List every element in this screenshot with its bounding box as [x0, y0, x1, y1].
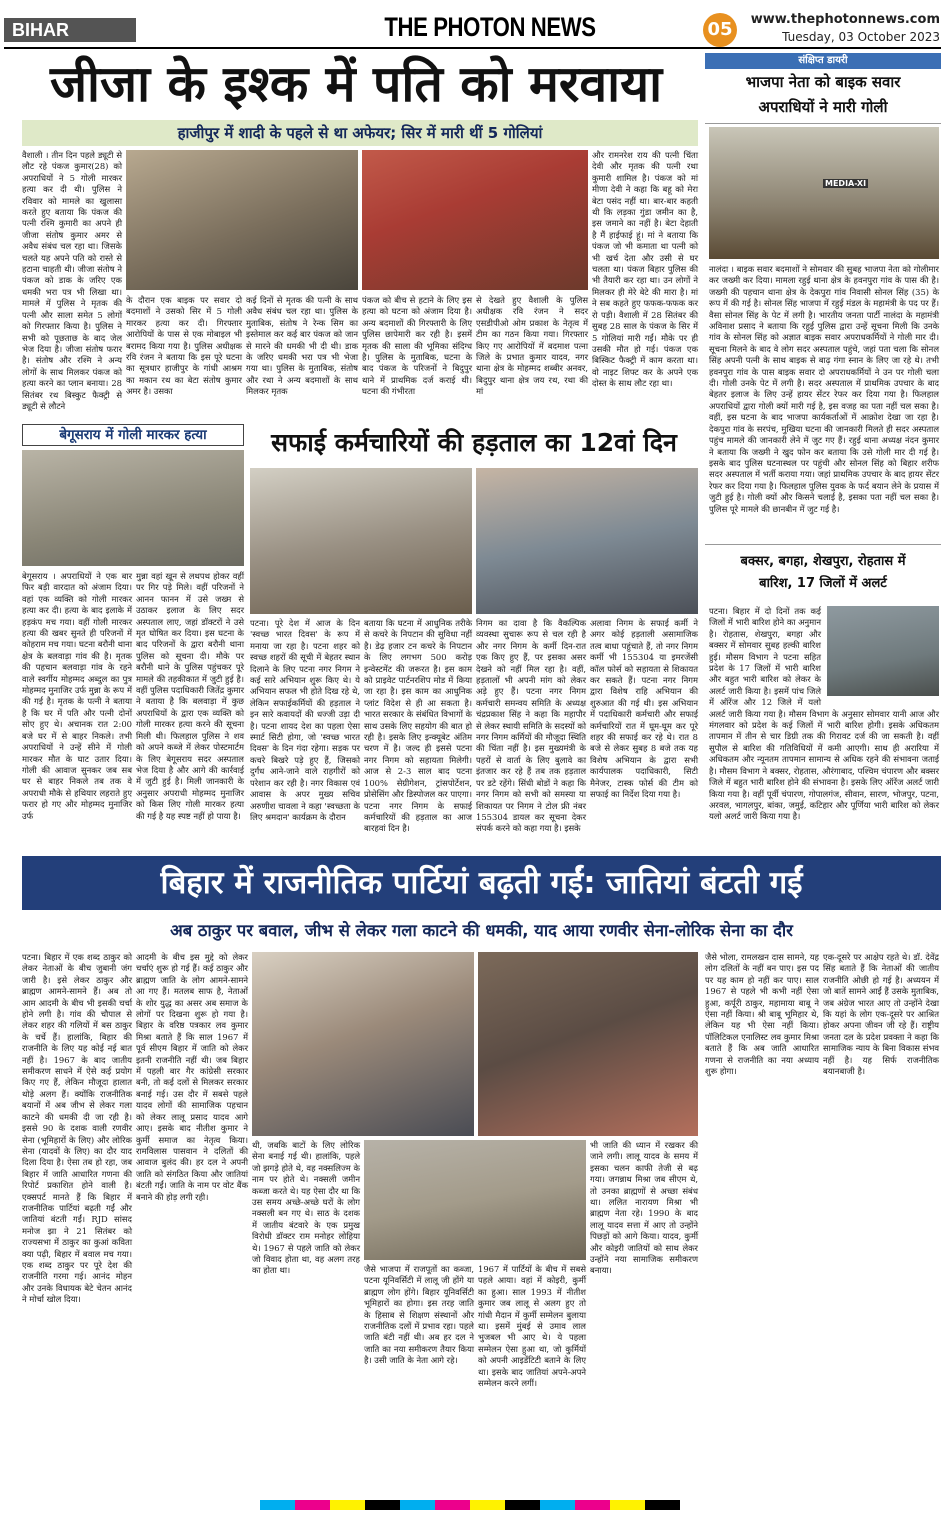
strike-col-4: अलावा निगम के सफाई कर्मी ने अगर कोई हड़ताली असामाजिक तत्व बाधा पहुंचाते हैं, तो नगर निगम कर्मी भी 155304 या इमरजेंसी कॉल फोर्स को सहायता से शिकायत कर सकते हैं। पटना नगर निगम द्वारा विशेष राहि अभियान की शुरुआत की गई थी। इस अभियान में पदाधिकारी कर्मचारी और सफाई कर्मचारियों रात में घूम-घूम कर पूरे शहर की सफाई कर रहे थे। रात 8 बजे से लेकर सुबह 8 बजे तक यह विशेष अभियान के द्वारा सभी कार्यपालक पदाधिकारी, सिटी मैनेजर, टास्क फोर्स की टीम को सफाई का निर्देश दिया गया है। — [590, 618, 698, 800]
strike-col-1: पटना। पूरे देश में आज के दिन 'स्वच्छ भारत दिवस' के रूप में मनाया जा रहा है। पटना शहर को स्वच्छ शहरों की सूची में बेहतर स्थान दिलाने के लिए पटना नगर निगम ने कई सारे अभियान शुरू किए थे। ये अभियान सफल भी होते दिख रहे थे, लेकिन सफाईकर्मियों की हड़ताल ने इन सारे कवायदों की धज्जी उड़ा दी है। पटना शायद देश का पहला ऐसा स्मार्ट सिटी होगा, जो 'स्वच्छ भारत दिवस' के दिन गंदा रहेगा। सड़क पर कचरे बिखरे पड़े हुए हैं, जिसको दुर्गंध आने-जाने वाले राहगीरों को परेशान कर रही है। नगर विकास एवं आवास के अपर मुख्य सचिव अरुणीश चावला ने कहा 'स्वच्छता के लिए श्रमदान' कार्यक्रम के दौरान — [250, 618, 360, 822]
lead-col-2: के दौरान एक बाइक पर सवार दो बदमाशों ने उसको सिर में 5 गोली मारकर हत्या कर दी। गिरफ्तार आरोपियों के पास से एक मोबाइल भी बरामद किया गया है। पुलिस अधीक्षक रवि रंजन ने बताया कि इस पूरे घटना का सूत्रधार हाजीपुर के गांधी आश्रम का मकान रथ का बेटा संतोष कुमार अमर है। उसका — [126, 295, 242, 397]
politics-photo-leader — [252, 952, 474, 1136]
lead-headline: जीजा के इश्क में पति को मरवाया — [49, 55, 663, 113]
strike-photo-workers — [476, 468, 698, 614]
sidebar-label-bar — [705, 53, 941, 69]
begusarai-headline-box — [22, 424, 244, 446]
masthead-rule — [4, 47, 941, 49]
politics-col-3: थी, जबकि बाटों के लिए लोरिक सेना बनाई गई थी। हालांकि, पहले जो झगड़े होते थे, वह नक्सलिज्म के नाम पर होते थे। नक्सली जमीन कब्जा करते थे। यह ऐसा दौर था कि उस समय अच्छे-अच्छे घरों के लोग नक्सली बन गए थे। साठ के दशक में जातीय बंटवारे के एक प्रमुख विरोधी डॉक्टर राम मनोहर लोहिया थे। 1967 से पहले जाति को लेकर जो विवाद होता था, वह अलग तरह का होता था। — [252, 1140, 360, 1276]
politics-photo-parliament — [478, 952, 698, 1136]
begusarai-col-2: मुन्ना वहां खून से लथपथ होकर वहीं पर गिर पड़े मिले। वहीं परिजनों ने आनन फानन में उसे जख्म से उठाकर इलाज के लिए सदर अस्पताल लाए, जहां डॉक्टरों ने उसे मृत घोषित कर दिया। इस घटना के बाद परिजनों के द्वारा बरौनी थाना पुलिस को सूचना दी। मौके पर बरौनी थाने के पुलिस पहुंचकर पूरे मामले की तहकीकात में जुटी हुई है। वहीं पुलिस पदाधिकारी जितेंद्र कुमार ने बताया है कि बलवाड़ा में कुछ अपराधियों के द्वारा एक व्यक्ति को गोली मारकर हत्या करने की सूचना मिली थी। फिलहाल पुलिस ने शव को अपने कब्जे में लेकर पोस्टमार्टम के लिए बेगूसराय सदर अस्पताल भेज दिया है और आगे की कार्रवाई में जुटी हुई है। मिली जानकारी के अनुसार अपराधी मोहम्मद मुनाजिर को किस लिए गोली मारकर हत्या की गई है यह स्पष्ट नहीं हो पाया है। — [136, 571, 244, 821]
politics-banner: बिहार में राजनीतिक पार्टियां बढ़ती गईं: जातियां बंटती गईं — [22, 856, 941, 910]
politics-col-2: आदमी के बीच इस मुद्दे को लेकर चर्चाएं शुरू हो गई हैं। कई ठाकुर और ब्राह्मण जाति के लोग आमने-सामने आ गए हैं। मतलब साफ है, नेताओं के शोर युद्ध का असर अब समाज के लोगों पर दिखना शुरू हो गया है। बिहार के वरिष्ठ पत्रकार लव कुमार मिश्रा बताते हैं कि साल 1967 में पूर्व सीएम बिहार में जाति को लेकर इतनी राजनीति नहीं थी। जब बिहार में पहली बार गैर कांग्रेसी सरकार बनी, तो कई दलों से मिलकर सरकार बनाई गई। उस दौर में सबसे पहले यादव लोगों की सामाजिक पहचान को लेकर लालू प्रसाद यादव आगे आए। इसके बाद नीतीश कुमार ने कुर्मी समाज का नेतृत्व किया। रामविलास पासवान ने दलितों की आवाज बुलंद की। हर दल ने अपनी जाति को संगठित किया और जातियां बंटती गईं। जाति के नाम पर वोट बैंक बनाने की होड़ लगी रही। — [136, 952, 248, 1202]
lead-col-3: कई दिनों से मृतक की पत्नी के साथ अवैध संबंध चल रहा था। पुलिस के मुताबिक, संतोष ने रेन्क सिम का इस्तेमाल कर कई बार पंकज को जान से मारने की धमकी भी दी थी। डाक के जरिए धमकी भरा पत्र भी भेजा गया था। पुलिस के मुताबिक, संतोष और रथा ने अन्य बदमाशों के साथ मिलकर मृतक — [246, 295, 358, 397]
weather-photo-spacer — [821, 606, 939, 698]
sidebar-headline-line2: अपराधियों ने मारी गोली — [758, 98, 888, 116]
weather-headline-line2: बारिश, 17 जिलों में अलर्ट — [759, 576, 887, 591]
strike-col-3: निगम का दावा है कि वैकल्पिक व्यवस्था सुचारू रूप से चल रही है और नगर निगम के कर्मी दिन-रात एक किए हुए हैं, पर इसका असर देखने को नहीं मिल रहा है। वहीं, हड़तालों भी अपनी मांग को लेकर अड़े हुए हैं। पटना नगर निगम कर्मचारी समन्वय समिति के अध्यक्ष चंद्रप्रकाश सिंह ने कहा कि महापौर से लेकर स्थायी समिति के सदस्यों को नगर निगम कर्मियों की मौजूदा स्थिति की चिंता नहीं है। इस मुख्यमंत्री के पहरों से वार्ता के लिए बुलावे का इंतजार कर रहे हैं तब तक हड़ताल पर डटे रहेंगे। सिंधी बोडों ने कहा कि नगर निगम को सभी को समस्या या शिकायत पर निगम ने टोल फ्री नंबर 155304 डायल कर सूचना देकर संपर्क करने को कहा गया है। इसके — [476, 618, 587, 834]
sidebar-body: नालंदा । बाइक सवार बदमाशों ने सोमवार की सुबह भाजपा नेता को गोलीमार कर जख्मी कर दिया। मामला रहुई थाना क्षेत्र के हवनपुरा गांव के पास की है। जख्मी की पहचान थाना क्षेत्र के देकपुरा गांव निवासी सोनल सिंह (35) के रूप में की गई है। सोनल सिंह भाजपा में रहुई मंडल के महामंत्री के पद पर हैं। वैसा सोनल सिंह के पेट में लगी है। भारतीय जनता पार्टी नालंदा के महामंत्री अविनाश प्रसाद ने बताया कि रहुई पुलिस द्वारा उन्हें सूचना मिली कि उनके गांव के सोनल सिंह को अज्ञात बाइक सवार अपराधकर्मियों ने गोली मार दी। सूचना मिलने के बाद वे लोग सदर अस्पताल पहुंचे, जहां पता चला कि सोनल सिंह अपनी पत्नी के साथ बाइक से बाढ़ गंगा स्नान के लिए जा रहे थे। तभी हवनपुरा गांव के पास बाइक सवार दो अपराधकर्मियों ने उन पर गोली चला दी। गोली उनके पेट में लगी है। सदर अस्पताल में प्राथमिक उपचार के बाद बेहतर इलाज के लिए उन्हें हायर सेंटर रेफर कर दिया गया है। फिलहाल अपराधियों द्वारा गोली क्यों मारी गई है, इस वजह का पता नहीं चल सका है। वहीं, इस घटना के बाद भाजपा कार्यकर्ताओं में आक्रोश देखा जा रहा है। देकपुरा गांव के सरपंच, मुखिया घटना की जानकारी मिलते ही सदर अस्पताल पहुंच मामले की जानकारी लेने में जुट गए हैं। रहुई थाना अध्यक्ष नंदन कुमार ने बताया कि जख्मी ने खुद फोन कर बताया कि उसे गोली मार दी गई है। इसके बाद पुलिस घटनास्थल पर पहुंची और सोनल सिंह को बिहार शरीफ सदर अस्पताल में भर्ती कराया गया। जहां प्राथमिक उपचार के बाद हायर सेंटर रेफर कर दिया गया है। फिलहाल पुलिस युवक के फर्द बयान लेने के प्रयास में जुटी हुई है। गोली क्यों और किसने चलाई है, इसका पता नहीं चल सका है। पुलिस पूरे मामले की छानबीन में जुट गई है। — [709, 264, 939, 514]
lead-subhead: हाजीपुर में शादी के पहले से था अफेयर; सिर में मारी थीं 5 गोलियां — [177, 124, 543, 142]
strike-headline: सफाई कर्मचारियों की हड़ताल का 12वां दिन — [271, 428, 677, 457]
lead-subhead-bar — [22, 120, 698, 146]
section-label: BIHAR — [4, 18, 136, 42]
website-link[interactable]: www.thephotonnews.com — [750, 12, 940, 27]
politics-col-1: पटना। बिहार में एक शब्द ठाकुर को लेकर नेताओं के बीच जुबानी जंग जारी है। इसे लेकर ठाकुर और ब्राह्मण आमने-सामने हैं। अब तो आम आदमी के बीच भी इसकी चर्चा होने लगी है। गांव की चौपाल से लेकर शहर की गलियों में बस ठाकुर के चर्चे हैं। हालांकि, बिहार की राजनीति के लिए यह कोई नई बात नहीं है। 1967 के बाद जातीय समीकरण साधने में ऐसे कई प्रयोग किए गए हैं, लेकिन मौजूदा हालात थोड़े अलग हैं। क्योंकि राजनीतिक बयानों में अब जीभ से लेकर गला काटने की धमकी दी जा रही है। इससे 90 के दशक वाली रणवीर सेना (भूमिहारों के लिए) और लोरिक सेना (यादवों के लिए) का दौर याद दिला दिया है। ऐसा तब हो रहा, जब बिहार में जाति आधारित गणना की रिपोर्ट प्रकाशित होने वाली है। एक्सपर्ट मानते हैं कि बिहार में राजनीतिक पार्टियां बढ़ती गईं और जातियां बंटती गईं। RJD सांसद मनोज झा ने 21 सितंबर को राज्यसभा में ठाकुर का कुआं कविता क्या पढ़ी, बिहार में बवाल मच गया। एक शब्द ठाकुर पर पूरे देश की राजनीति गरमा गई। आनंद मोहन और उनके विधायक बेटे चेतन आनंद ने मोर्चा खोल दिया। — [22, 952, 132, 1305]
sidebar-label: संक्षिप्त डायरी — [798, 55, 848, 66]
lead-col-5: से देखते हुए वैशाली के पुलिस अधीक्षक रवि रंजन ने सदर एसडीपीओ ओम प्रकाश के नेतृत्व में टीम का गठन किया गया। गिरफ्तार किए गए आरोपियों में बदमाश पत्ना जिले के प्रभात कुमार यादव, नगर थाना क्षेत्र के मोहम्मद शब्बीर अनवर, बिदुपुर थाना क्षेत्र जय रथ, रथा की मां — [476, 295, 588, 397]
sidebar-headline-box — [705, 70, 941, 124]
sidebar-photo-crowd — [709, 127, 939, 259]
politics-subhead: अब ठाकुर पर बवाल, जीभ से लेकर गला काटने की धमकी, याद आया रणवीर सेना-लोरिक सेना का दौर — [170, 921, 793, 940]
begusarai-col-1: बेगूसराय । अपराधियों ने एक बार फिर बड़ी वारदात को अंजाम दिया। वहां एक व्यक्ति को गोली मारकर हत्या कर दी। हत्या के बाद इलाके में हड़कंप मच गया। वहीं गोली मारकर हत्या की खबर सुनते ही परिजनों में कोहराम मच गया। घटना बरौनी थाना क्षेत्र के बलवाड़ा गांव की है। मृतक की पहचान बलवाड़ा गांव के रहने वाले स्वर्गीय मोहम्मद अब्दुल का पुत्र मोहम्मद मुनाजिर उर्फ मुन्ना के रूप में की गई है। मृतक के पत्नी ने बताया है कि घर में पति और पत्नी दोनों सोए हुए थे। अचानक रात 2:00 बजे घर में से बाहर निकले। तभी अपराधियों ने उन्हें सीने में गोली मारकर मौत के घाट उतार दिया। गोली की आवाज सुनकर जब सब घर से बाहर निकले तब तक वे अपराधी मौके से हथियार लहराते हुए फरार हो गए और मोहम्मद मुनाजिर उर्फ — [22, 571, 132, 821]
photo-tag: MEDIA-XI — [825, 179, 867, 188]
sidebar-headline-line1: भाजपा नेता को बाइक सवार — [745, 73, 901, 91]
lead-col-1: वैशाली । तीन दिन पहले ड्यूटी से लौट रहे पंकज कुमार(28) को अपराधियों ने 5 गोली मारकर हत्या कर दी थी। पुलिस ने रविवार को मामले का खुलासा करते हुए बताया कि पंकज की पत्नी रश्मि कुमारी का अपने ही जीजा संतोष कुमार अमर से अवैध संबंध चल रहा था। जिसके चलते यह अपने पति को रास्ते से हटाना चाहती थी। जीजा संतोष ने पंकज को डाक के जरिए एक धमकी भरा पत्र भी लिखा था। मामले में पुलिस ने मृतक की पत्नी और साला समेत 5 लोगों को गिरफ्तार किया है। पुलिस ने सभी को पूछताछ के बाद जेल भेज दिया है। जीजा संतोष फरार है। संतोष और रश्मि ने अन्य लोगों के साथ मिलकर पंकज को हत्या करने का प्लान बनाया। 28 सितंबर रथ बिस्कुट फैक्ट्री से ड्यूटी से लौटने — [22, 150, 122, 411]
begusarai-photo — [22, 450, 244, 566]
weather-body — [709, 606, 939, 850]
weather-headline-line1: बक्सर, बगहा, शेखपुरा, रोहतास में — [740, 554, 906, 569]
begusarai-headline: बेगूसराय में गोली मारकर हत्या — [59, 427, 207, 443]
politics-col-4: जैसे भाजपा में राजपूतों का कब्जा, पटना यूनिवर्सिटी में लालू जी होंगे या ब्राह्मण लोग होंगे। बिहार यूनिवर्सिटी भूमिहारों का होगा। इस तरह जाति के हिसाब से शिक्षण संस्थानों और राजनीतिक दलों में प्रभाव रहा। पहले जाति बंटी नहीं थी। अब हर दल ने जाति का नया समीकरण तैयार किया है। उसी जाति के नेता आगे रहे। — [364, 1264, 474, 1366]
politics-col-8: एक-दूसरे पर आक्षेप रहते थे। डॉ. देवेंद्र सिंह बताते हैं कि नेताओं की जातीय राजनीति ओछी हो गई है। अध्ययन में जो बातें सामने आईं हैं उसके मुताबिक, जब अंग्रेज भारत आए तो उन्होंने देखा कि यहां के लोग एक-दूसरे पर आश्रित होकर अपना जीवन जी रहे हैं। राष्ट्रीय जनता दल के प्रदेश प्रवक्ता ने कहा कि सामाजिक न्याय के बिना विकास संभव नहीं है। यह सिर्फ राजनीतिक बयानबाजी है। — [823, 952, 939, 1077]
weather-headline-box — [705, 544, 941, 600]
strike-col-2: बताया कि घटना में आधुनिक तरीके से कचरे के निपटान की सुविधा नहीं है। डेढ़ हजार टन कचरे के निपटान के लिए लगभग 500 करोड़ इन्वेस्टमेंट की जरूरत है। इस काम को प्राइवेट पार्टनरशिप मोड में किया जा रहा है। इस काम का आधुनिक प्लांट विदेश से ही आ सकता है। भारत सरकार के संबंधित विभागों के साथ उसके लिए सहयोग की बात हो रही है। इसके लिए इन्क्यूबेट अंतिम चरण में है। जल्द ही इससे पटना नगर निगम को सहायता मिलेगी। आज से 2-3 साल बाद पटना 100% सेग्रीगेशन, ट्रांसपोर्टेशन, प्रोसेसिंग और डिस्पोजल कर पाएगा। पटना नगर निगम के सफाई कर्मचारियों की हड़ताल का आज बारहवां दिन है। — [364, 618, 472, 834]
lead-photo-victim-wife — [362, 150, 588, 290]
newspaper-title: THE PHOTON NEWS — [384, 12, 596, 42]
page-number: 05 — [703, 13, 737, 47]
politics-col-7: जैसे भोला, रामलखन दास सामने, यह लोग दलितों के नहीं बन पाए। इस पद पर यह काम हो नहीं कर पाए। साल 1967 से पहले भी कभी नहीं ऐसा हुआ, कर्पूरी ठाकुर, महामाया बाबू ने ऐसा नहीं किया। श्री बाबू भूमिहार थे, लेकिन यह भी ऐसा नहीं किया। पॉलिटिकल एनालिस्ट लव कुमार मिश्रा बताते हैं कि अब जाति आधारित गणना से राजनीति का नया अध्याय शुरू होगा। — [705, 952, 819, 1077]
lead-photo-arrest — [126, 150, 358, 290]
weather-body-text: पटना। बिहार में दो दिनों तक कई जिलों में भारी बारिश होने का अनुमान है। रोहतास, शेखपुरा, बगहा और बक्सर में सोमवार सुबह हल्की बारिश हुई। मौसम विभाग ने पटना सहित प्रदेश के 17 जिलों में भारी बारिश और बहुत भारी बारिश को लेकर के अलर्ट जारी किया है। इसमें पांच जिले में ऑरेंज और 12 जिले में यलो अलर्ट जारी किया गया है। मौसम विभाग के अनुसार सोमवार यानी आज और मंगलवार को प्रदेश के कई जिलों में भारी बारिश होगी। इसके अधिकतम तापमान में तीन से चार डिग्री तक की गिरावट दर्ज की जा सकती है। वहीं सुपौल से बारिश की गतिविधियों में कमी आएगी। साथ ही अरारिया में अधिकतम और न्यूनतम तापमान सामान्य से अधिक रहने की संभावना जताई है। मौसम विभाग ने बक्सर, रोहतास, औरंगाबाद, पश्चिम चंपारण और बक्सर जिले में बहुत भारी बारिश होने की संभावना है। इसके लिए ऑरेंज अलर्ट जारी किया गया है। वहीं पूर्वी चंपारण, गोपालगंज, सीवान, सारण, भोजपुर, पटना, अरवल, भागलपुर, बांका, जमुई, कटिहार और पूर्णिया भारी बारिश को लेकर यलो अलर्ट जारी किया गया है। — [709, 606, 939, 822]
strike-photo-garbage — [250, 468, 472, 614]
lead-col-4: पंकज को बीच से हटाने के लिए इस हत्या को घटना को अंजाम दिया है। अन्य बदमाशों की गिरफ्तारी के लिए पुलिस छापेमारी कर रही है। इसमें मृतक की साला की भूमिका संदिग्ध है। पुलिस के मुताबिक, घटना के बाद पंकज के परिजनों ने बिदुपुर थाने में प्राथमिक दर्ज कराई थी। घटना की गंभीरता — [362, 295, 472, 397]
edition-date: Tuesday, 03 October 2023 — [782, 30, 940, 44]
politics-col-5: 1967 में पार्टियों के बीच में सबसे पहले आया। वहां में कोइरी, कुर्मी का हुआ। साल 1993 में नीतीश कुमार जब लालू से अलग हुए तो गांधी मैदान में कुर्मी सम्मेलन बुलाया था। इसमें मुंबई से उमाव लाल भुजबल भी आए थे। ये पहला सम्मेलन ऐसा हुआ था, जो कुर्मियों को अपनी आइडेंटिटी बताने के लिए था। इसके बाद जातियां अपने-अपने सम्मेलन करने लगीं। — [478, 1264, 586, 1389]
print-color-bar — [260, 1500, 680, 1510]
lead-col-6: और रामनरेश राय की पत्नी चिंता देवी और मृतक की पत्नी रथा कुमारी शामिल है। पंकज को मां मीणा देवी ने कहा कि बहू को मेरा बेटा पसंद नहीं था। बार-बार कहती थी कि लड़का गुंडा जमीन का है, इस जमाने का नहीं है। बेटा देहाती है मैं हाईफाई हूं। मां ने बताया कि पंकज जो भी कमाता था पत्नी को भी खर्च देता और उसी से घर चलता था। पंकज बिहार पुलिस की भी तैयारी कर रहा था। उन लोगों ने मिलकर ही मेरे बेटे की मारा है। मां ने सब कहते हुए फफक-फफक कर रो पड़ी। वैशाली में 28 सितंबर की सुबह 28 साल के पंकज के सिर में 5 गोलियां मारी गईं। मौके पर ही उसकी मौत हो गई। पंकज एक बिस्किट फैक्ट्री में काम करता था। वो नाइट शिफ्ट कर के अपने एक दोस्त के साथ लौट रहा था। — [592, 150, 698, 389]
politics-col-6: भी जाति की ध्यान में रखकर की जाने लगी। लालू यादव के समय में इसका चलन काफी तेजी से बढ़ गया। जगन्नाथ मिश्रा जब सीएम थे, तो उनका ब्राह्मणों से अच्छा संबंध था। ललित नारायण मिश्रा भी ब्राह्मण नेता रहे। 1990 के बाद लालू यादव सत्ता में आए तो उन्होंने पिछड़ों को आगे किया। यादव, कुर्मी और कोइरी जातियों को साथ लेकर उन्होंने नया सामाजिक समीकरण बनाया। — [590, 1140, 698, 1276]
